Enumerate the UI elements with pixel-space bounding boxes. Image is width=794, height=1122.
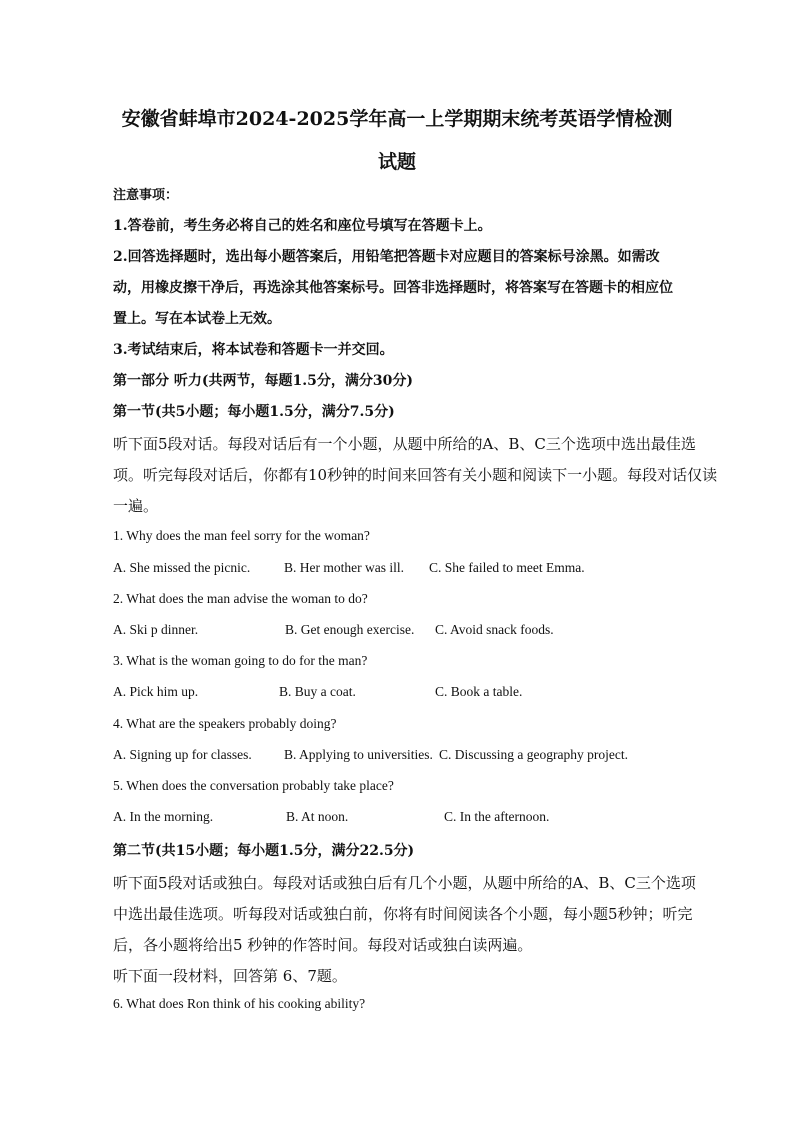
section2-instructions-line3: 后，各小题将给出5 秒钟的作答时间。每段对话或独白读两遍。	[113, 936, 533, 954]
section1-instructions-line3: 一遍。	[113, 497, 159, 515]
notice-item-3: 3.考试结束后，将本试卷和答题卡一并交回。	[113, 342, 394, 358]
question-2-option-a: A. Ski p dinner.	[113, 622, 199, 637]
question-1-option-a: A. She missed the picnic.	[113, 560, 251, 575]
question-4: 4. What are the speakers probably doing?	[113, 716, 337, 731]
question-3: 3. What is the woman going to do for the man?	[113, 653, 368, 668]
exam-title-line2: 试题	[377, 151, 416, 173]
exam-title-line1: 安徽省蚌埠市2024-2025学年高一上学期期末统考英语学情检测	[121, 108, 673, 130]
notice-item-2-line2: 动，用橡皮擦干净后，再选涂其他答案标号。回答非选择题时，将答案写在答题卡的相应位	[113, 280, 673, 296]
question-1: 1. Why does the man feel sorry for the woman?	[113, 528, 370, 543]
question-2-option-c: C. Avoid snack foods.	[435, 622, 554, 637]
notice-item-2-line1: 2.回答选择题时，选出每小题答案后，用铅笔把答题卡对应题目的答案标号涂黑。如需改	[113, 249, 660, 265]
question-3-option-b: B. Buy a coat.	[279, 684, 356, 699]
question-4-option-b: B. Applying to universities.	[284, 747, 433, 762]
question-3-option-a: A. Pick him up.	[113, 684, 199, 699]
section1-instructions-line2: 项。听完每段对话后，你都有10秒钟的时间来回答有关小题和阅读下一小题。每段对话仅读	[113, 466, 718, 484]
question-4-option-c: C. Discussing a geography project.	[439, 747, 628, 762]
notice-item-2-line3: 置上。写在本试卷上无效。	[113, 311, 281, 327]
section1-heading: 第一节(共5小题；每小题1.5分，满分7.5分)	[113, 404, 395, 420]
question-2: 2. What does the man advise the woman to do?	[113, 591, 368, 606]
question-1-option-c: C. She failed to meet Emma.	[429, 560, 585, 575]
notice-heading: 注意事项：	[113, 188, 179, 203]
notice-item-1: 1.答卷前，考生务必将自己的姓名和座位号填写在答题卡上。	[113, 218, 492, 234]
question-4-option-a: A. Signing up for classes.	[113, 747, 252, 762]
section2-instructions-line2: 中选出最佳选项。听每段对话或独白前，你将有时间阅读各个小题，每小题5秒钟；听完	[113, 905, 693, 923]
part1-heading: 第一部分 听力(共两节，每题1.5分，满分30分)	[113, 373, 413, 389]
section1-instructions-line1: 听下面5段对话。每段对话后有一个小题，从题中所给的A、B、C三个选项中选出最佳选	[113, 435, 696, 453]
question-5-option-b: B. At noon.	[286, 809, 349, 824]
question-5: 5. When does the conversation probably take place?	[113, 778, 394, 793]
question-6: 6. What does Ron think of his cooking ability?	[113, 996, 366, 1011]
question-1-option-b: B. Her mother was ill.	[284, 560, 404, 575]
section2-instructions-line1: 听下面5段对话或独白。每段对话或独白后有几个小题，从题中所给的A、B、C三个选项	[113, 874, 696, 892]
question-2-option-b: B. Get enough exercise.	[285, 622, 415, 637]
question-5-option-a: A. In the morning.	[113, 809, 214, 824]
material-instruction: 听下面一段材料，回答第 6、7题。	[113, 967, 347, 985]
section2-heading: 第二节(共15小题；每小题1.5分，满分22.5分)	[113, 843, 415, 859]
question-5-option-c: C. In the afternoon.	[444, 809, 550, 824]
question-3-option-c: C. Book a table.	[435, 684, 523, 699]
